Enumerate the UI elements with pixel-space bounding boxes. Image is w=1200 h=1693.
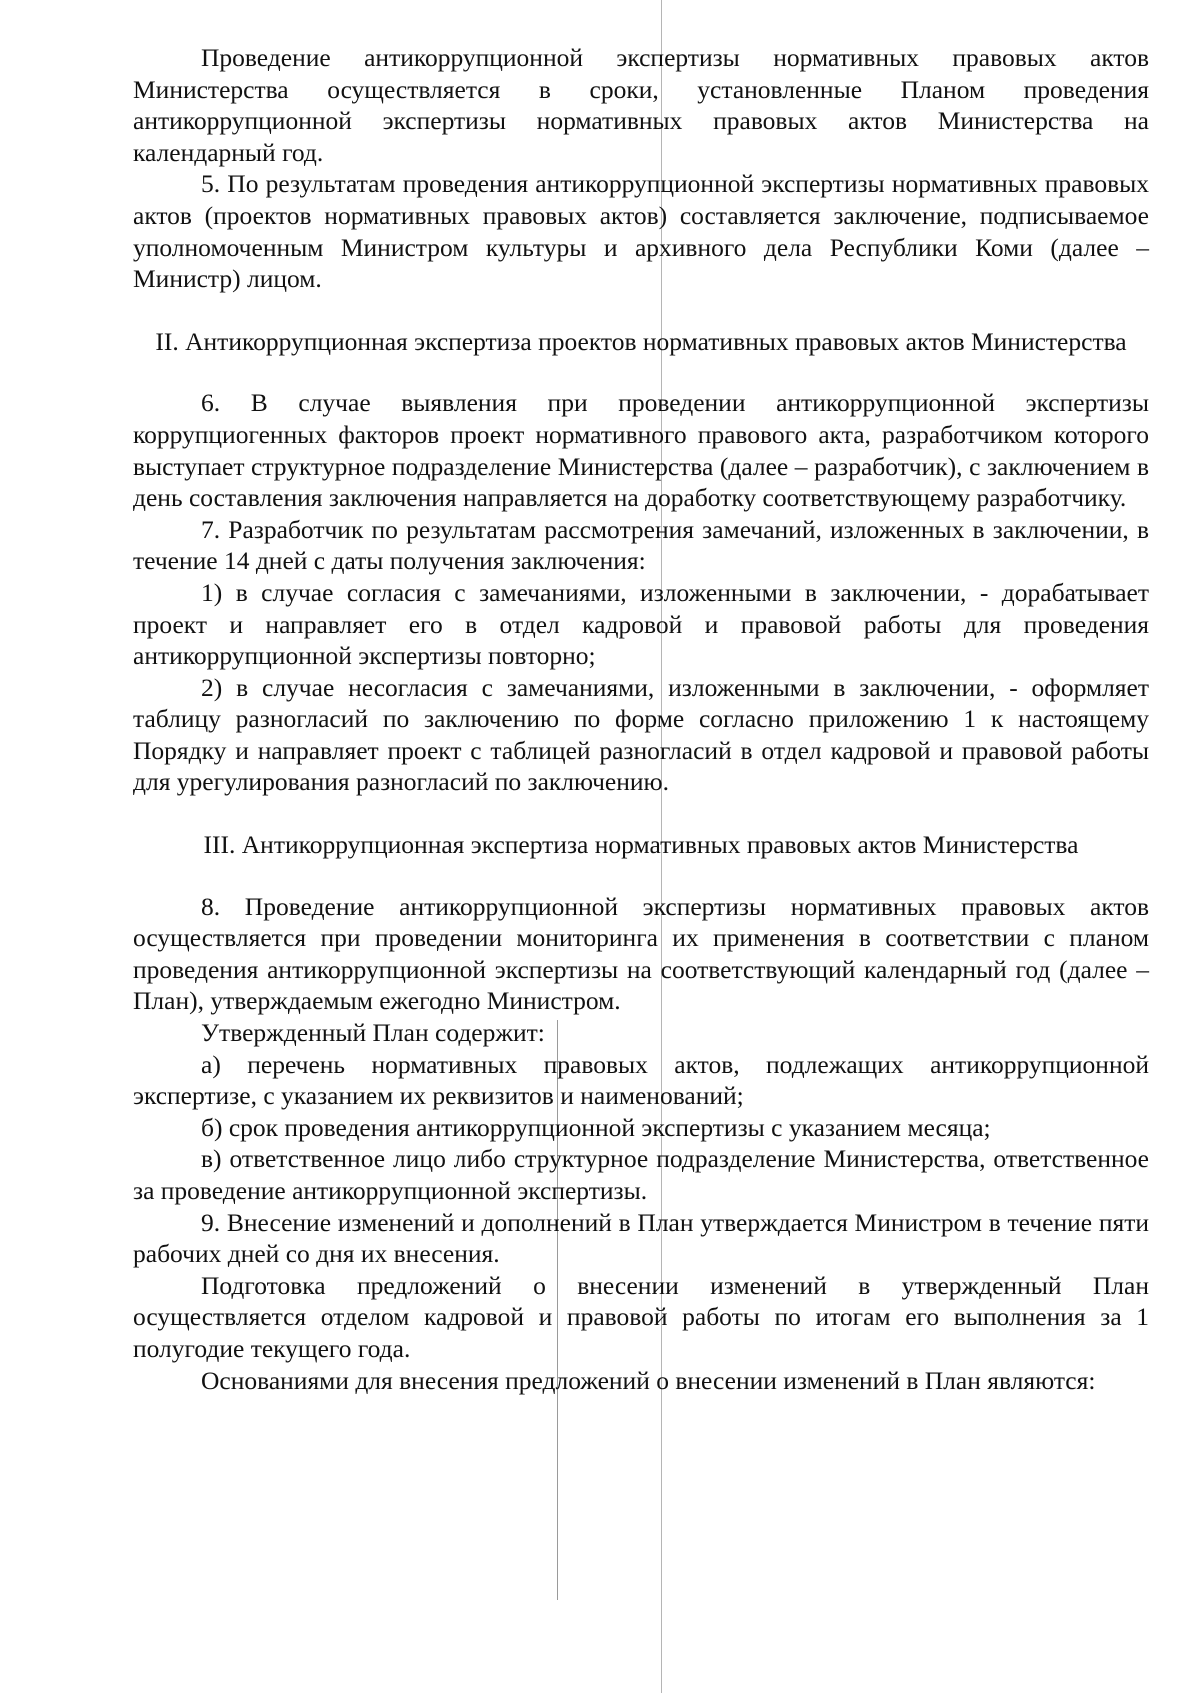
paragraph-preparation: Подготовка предложений о внесении изменений в утвержденный План осуществляется отделом кадровой и правовой работы по итогам его выполнения за 1 полугодие текущего года. <box>133 1270 1149 1363</box>
paragraph: Проведение антикоррупционной экспертизы нормативных правовых актов Министерства осуществляется в сроки, установленные Планом проведения антикоррупционной экспертизы нормативных правовых актов Министерства на календарный год. <box>133 43 1149 167</box>
paragraph-subitem-a: а) перечень нормативных правовых актов, подлежащих антикоррупционной экспертизе, с указанием их реквизитов и наименований; <box>133 1049 1149 1111</box>
paragraph-item-7: 7. Разработчик по результатам рассмотрения замечаний, изложенных в заключении, в течение 14 дней с даты получения заключения: <box>133 514 1149 576</box>
paragraph-item-9: 9. Внесение изменений и дополнений в План утверждается Министром в течение пяти рабочих дней со дня их внесения. <box>133 1207 1149 1269</box>
paragraph-subitem-2: 2) в случае несогласия с замечаниями, изложенными в заключении, - оформляет таблицу разногласий по заключению по форме согласно приложению 1 к настоящему Порядку и направляет проект с таблицей разногласий в отдел кадровой и правовой работы для урегулирования разногласий по заключению. <box>133 672 1149 797</box>
section-heading-3: III. Антикоррупционная экспертиза нормативных правовых актов Министерства <box>203 830 1079 860</box>
paragraph-subitem-v: в) ответственное лицо либо структурное подразделение Министерства, ответственное за проведение антикоррупционной экспертизы. <box>133 1144 1149 1205</box>
paragraph-grounds: Основаниями для внесения предложений о внесении изменений в План являются: <box>201 1365 1096 1395</box>
paragraph-plan-contents: Утвержденный План содержит: <box>201 1018 545 1048</box>
paragraph-item-6: 6. В случае выявления при проведении антикоррупционной экспертизы коррупциогенных факторов проект нормативного правового акта, разработчиком которого выступает структурное подразделение Министерства (далее – разработчик), с заключением в день составления заключения направляется на доработку соответствующему разработчику. <box>133 388 1149 513</box>
paragraph-subitem-b: б) срок проведения антикоррупционной экспертизы с указанием месяца; <box>201 1112 991 1142</box>
paragraph-subitem-1: 1) в случае согласия с замечаниями, изложенными в заключении, - дорабатывает проект и направляет его в отдел кадровой и правовой работы для проведения антикоррупционной экспертизы повторно; <box>133 577 1149 671</box>
paragraph-item-8: 8. Проведение антикоррупционной экспертизы нормативных правовых актов осуществляется при проведении мониторинга их применения в соответствии с планом проведения антикоррупционной экспертизы на соответствующий календарный год (далее – План), утверждаемым ежегодно Министром. <box>133 891 1149 1016</box>
document-body <box>133 42 1149 1396</box>
paragraph-item-5: 5. По результатам проведения антикоррупционной экспертизы нормативных правовых актов (проектов нормативных правовых актов) составляется заключение, подписываемое уполномоченным Министром культуры и архивного дела Республики Коми (далее – Министр) лицом. <box>133 169 1149 294</box>
section-heading-2: II. Антикоррупционная экспертиза проектов нормативных правовых актов Министерства <box>155 326 1127 356</box>
